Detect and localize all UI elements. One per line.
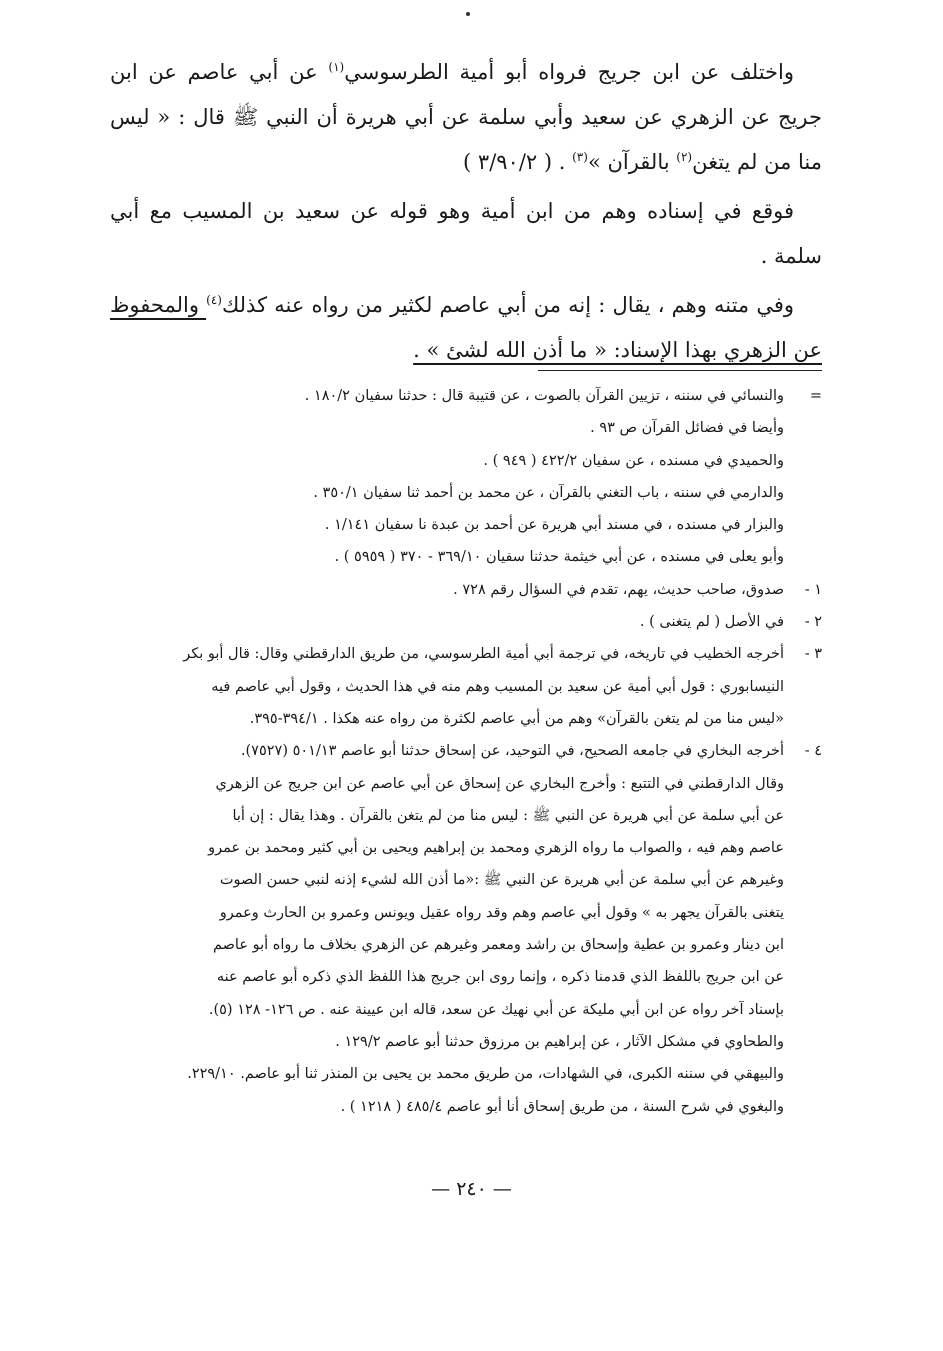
paragraph-3 [110, 283, 822, 373]
footnote-text: والطحاوي في مشكل الآثار ، عن إبراهيم بن مرزوق حدثنا أبو عاصم ١٢٩/٢ . [335, 1033, 784, 1050]
paragraph-1-text-d: . ( ٣/٩٠/٢ ) [463, 150, 573, 174]
footnote-text: والدارمي في سننه ، باب التغني بالقرآن ، عن محمد بن أحمد ثنا سفيان ٣٥٠/١ . [313, 484, 784, 501]
footnote-marker: ٤ - [804, 743, 822, 760]
paragraph-1-text: واختلف عن ابن جريج فرواه أبو أمية الطرسوسي [344, 60, 794, 84]
footnote-line [80, 832, 822, 864]
footnote-text: ابن دينار وعمرو بن عطية وإسحاق بن راشد ومعمر وغيرهم عن الزهري بخلاف ما رواه أبو عاصم [212, 937, 784, 954]
footnote-line [80, 800, 822, 832]
footnote-line [80, 994, 822, 1026]
footnote-text: «ليس منا من لم يتغن بالقرآن» وهم من أبي عاصم لكثرة من رواه عنه هكذا . ٣٩٤/١-٣٩٥. [249, 710, 784, 727]
footnote-text: أخرجه البخاري في جامعه الصحيح، في التوحيد، عن إسحاق حدثنا أبو عاصم ٥٠١/١٣ (٧٥٢٧). [240, 743, 784, 760]
footnote-line [80, 1026, 822, 1058]
footnote-ref-3: (٣) [572, 150, 588, 164]
footnote-text: وغيرهم عن أبي سلمة عن أبي هريرة عن النبي ﷺ :«ما أذن الله لشيء إذنه لنبي حسن الصوت [219, 872, 784, 889]
footnote-line [80, 961, 822, 993]
footnote-text: والنسائي في سننه ، تزيين القرآن بالصوت ، عن قتيبة قال : حدثنا سفيان ١٨٠/٢ . [304, 388, 784, 404]
footnote-line [80, 541, 822, 573]
footnote-line [80, 864, 822, 896]
footnote-line [80, 574, 822, 606]
paragraph-1-text-c: بالقرآن » [587, 150, 677, 174]
footnote-text: يتغنى بالقرآن يجهر به » وقول أبي عاصم وهم وقد رواه عقيل ويونس وعمرو بن الحارث وعمرو [219, 904, 784, 921]
footnote-ref-2: (٢) [676, 150, 693, 164]
paragraph-2-text: فوقع في إسناده وهم من ابن أمية وهو قوله عن سعيد بن المسيب مع أبي سلمة . [110, 199, 822, 268]
footnote-text: أخرجه الخطيب في تاريخه، في ترجمة أبي أمية الطرسوسي، من طريق الدارقطني وقال: قال أبو بكر [183, 646, 784, 663]
footnote-text: والبيهقي في سننه الكبرى، في الشهادات، من طريق محمد بن يحيى بن المنذر ثنا أبو عاصم. ٢٢٩/١٠. [187, 1066, 784, 1083]
paragraph-3-text: وفي متنه وهم ، يقال : إنه من أبي عاصم لكثير من رواه عنه كذلك [221, 293, 795, 317]
footnote-text: وقال الدارقطني في التتبع : وأخرج البخاري عن إسحاق عن أبي عاصم عن ابن جريج عن الزهري [215, 775, 784, 792]
footnote-text: في الأصل ( لم يتغنى ) . [639, 614, 784, 631]
paragraph-3-text-b: والمحفوظ عن الزهري بهذا الإسناد: « ما أذن الله لشئ » . [110, 293, 822, 362]
footnote-line [80, 606, 822, 638]
footnotes [80, 380, 822, 1123]
footnote-text: والبغوي في شرح السنة ، من طريق إسحاق أنا أبو عاصم ٤٨٥/٤ ( ١٢١٨ ) . [340, 1098, 784, 1115]
footnote-line [80, 509, 822, 541]
page-number: — ٢٤٠ — [431, 1178, 512, 1200]
footnote-marker: = [809, 388, 822, 404]
footnote-separator [538, 370, 822, 371]
footnote-text: وأبو يعلى في مسنده ، عن أبي خيثمة حدثنا سفيان ٣٦٩/١٠ - ٣٧٠ ( ٥٩٥٩ ) . [334, 549, 784, 566]
footnote-line [80, 768, 822, 800]
footnote-line [80, 735, 822, 767]
footnote-line [80, 477, 822, 509]
footnote-text: بإسناد آخر رواه عن ابن أبي مليكة عن أبي نهيك عن سعد، قاله ابن عيينة عنه . ص ١٢٦- ١٢٨ (٥). [208, 1001, 784, 1018]
footnote-line [80, 929, 822, 961]
footnote-line [80, 897, 822, 929]
footnote-line [80, 445, 822, 477]
footnote-text: عن أبي سلمة عن أبي هريرة عن النبي ﷺ : ليس منا من لم يتغن بالقرآن . وهذا يقال : إن أبا [232, 807, 784, 824]
footnote-marker: ٢ - [804, 614, 822, 631]
footnote-ref-4: (٤) [206, 293, 222, 307]
footnote-line [80, 671, 822, 703]
footnote-line [80, 380, 822, 412]
footnote-line [80, 638, 822, 670]
footnote-text: وأيضا في فضائل القرآن ص ٩٣ . [590, 420, 784, 437]
footnote-text: صدوق، صاحب حديث، يهم، تقدم في السؤال رقم ٧٢٨ . [453, 581, 784, 598]
main-text [110, 50, 822, 377]
footnote-line [80, 703, 822, 735]
footnote-ref-1: (١) [328, 60, 345, 74]
footnote-text: والحميدي في مسنده ، عن سفيان ٤٢٢/٢ ( ٩٤٩ ) . [483, 452, 784, 469]
footnote-text: والبزار في مسنده ، في مسند أبي هريرة عن أحمد بن عبدة نا سفيان ١/١٤١ . [324, 517, 784, 534]
paragraph-2 [110, 189, 822, 279]
footnote-line [80, 412, 822, 444]
footnote-line [80, 1058, 822, 1090]
footnote-text: النيسابوري : قول أبي أمية عن سعيد بن المسيب وهم منه في هذا الحديث ، وقول أبي عاصم فيه [211, 678, 784, 695]
print-speck [466, 12, 470, 16]
footnote-text: عن ابن جريج باللفظ الذي قدمنا ذكره ، وإنما روى ابن جريج هذا اللفظ الذي ذكره أبو عاصم عنه [216, 969, 784, 986]
paragraph-1 [110, 50, 822, 185]
paragraph-1-text-b: عن أبي عاصم عن ابن جريج عن الزهري عن سعيد وأبي سلمة عن أبي هريرة أن النبي ﷺ قال : « ليس منا من لم يتغن [110, 60, 822, 174]
footnote-text: عاصم وهم فيه ، والصواب ما رواه الزهري ومحمد بن إبراهيم ويحيى بن أبي كثير ومحمد بن عمرو [208, 840, 784, 857]
footnote-line [80, 1091, 822, 1123]
footnote-marker: ٣ - [804, 646, 822, 663]
footnote-marker: ١ - [804, 581, 822, 598]
